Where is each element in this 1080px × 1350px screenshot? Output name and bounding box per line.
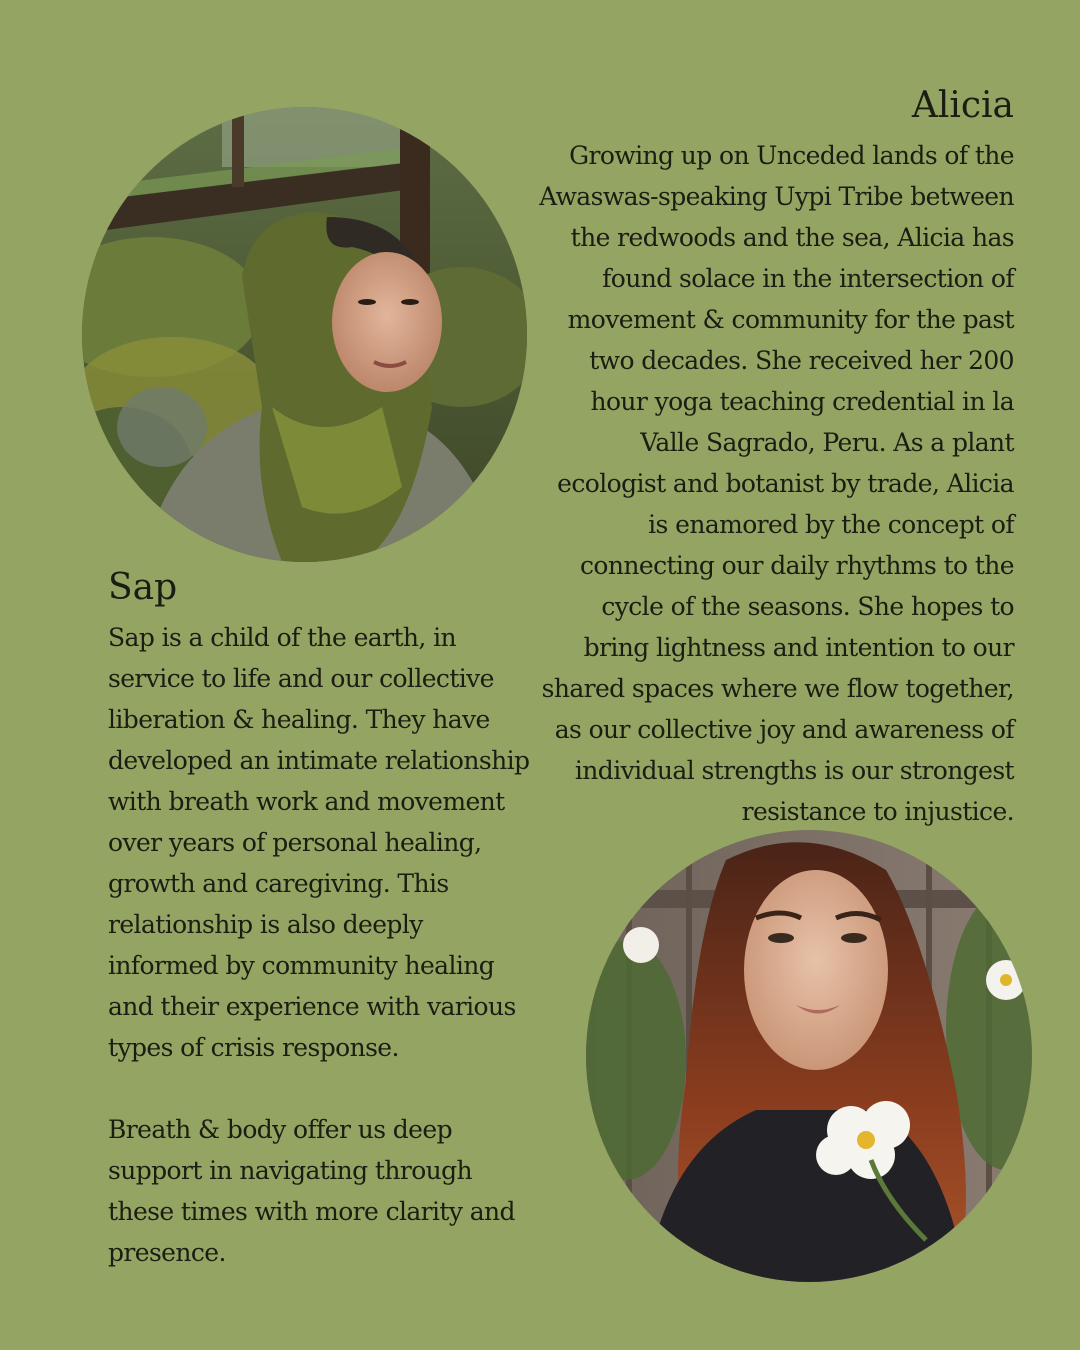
sap-portrait-photo xyxy=(82,107,527,562)
bio-line: Growing up on Unceded lands of the xyxy=(569,141,1014,170)
bio-line: Sap is a child of the earth, in xyxy=(108,623,456,652)
bio-line: hour yoga teaching credential in la xyxy=(590,387,1014,416)
bio-line: connecting our daily rhythms to the xyxy=(580,551,1014,580)
bio-line: Breath & body offer us deep xyxy=(108,1115,452,1144)
bio-line: bring lightness and intention to our xyxy=(583,633,1014,662)
bio-line: these times with more clarity and xyxy=(108,1197,515,1226)
bio-line: cycle of the seasons. She hopes to xyxy=(601,592,1014,621)
bio-line: liberation & healing. They have xyxy=(108,705,490,734)
bio-line: two decades. She received her 200 xyxy=(589,346,1014,375)
bio-line: support in navigating through xyxy=(108,1156,473,1185)
bio-line: the redwoods and the sea, Alicia has xyxy=(570,223,1014,252)
bio-line: growth and caregiving. This xyxy=(108,869,449,898)
bio-line: service to life and our collective xyxy=(108,664,494,693)
bio-line: Awaswas-speaking Uypi Tribe between xyxy=(539,182,1014,211)
bio-line: developed an intimate relationship xyxy=(108,746,530,775)
bio-line: ecologist and botanist by trade, Alicia xyxy=(557,469,1014,498)
bio-line: Valle Sagrado, Peru. As a plant xyxy=(640,428,1014,457)
bio-line: resistance to injustice. xyxy=(741,797,1014,826)
bio-line: found solace in the intersection of xyxy=(602,264,1014,293)
alicia-name-heading: Alicia xyxy=(911,85,1014,126)
bio-line: shared spaces where we flow together, xyxy=(541,674,1014,703)
bio-line: types of crisis response. xyxy=(108,1033,399,1062)
bio-line: movement & community for the past xyxy=(567,305,1014,334)
sap-name-heading: Sap xyxy=(108,567,178,608)
bio-line: individual strengths is our strongest xyxy=(574,756,1014,785)
paragraph-gap xyxy=(108,1068,558,1109)
bio-line: is enamored by the concept of xyxy=(648,510,1014,539)
bio-line: informed by community healing xyxy=(108,951,495,980)
bio-line: and their experience with various xyxy=(108,992,516,1021)
bio-line: relationship is also deeply xyxy=(108,910,423,939)
sap-bio xyxy=(108,617,558,1273)
bio-line: presence. xyxy=(108,1238,226,1267)
bio-line: with breath work and movement xyxy=(108,787,505,816)
bio-line: as our collective joy and awareness of xyxy=(554,715,1014,744)
alicia-portrait-photo xyxy=(586,830,1032,1282)
alicia-bio xyxy=(514,135,1014,832)
bio-line: over years of personal healing, xyxy=(108,828,482,857)
